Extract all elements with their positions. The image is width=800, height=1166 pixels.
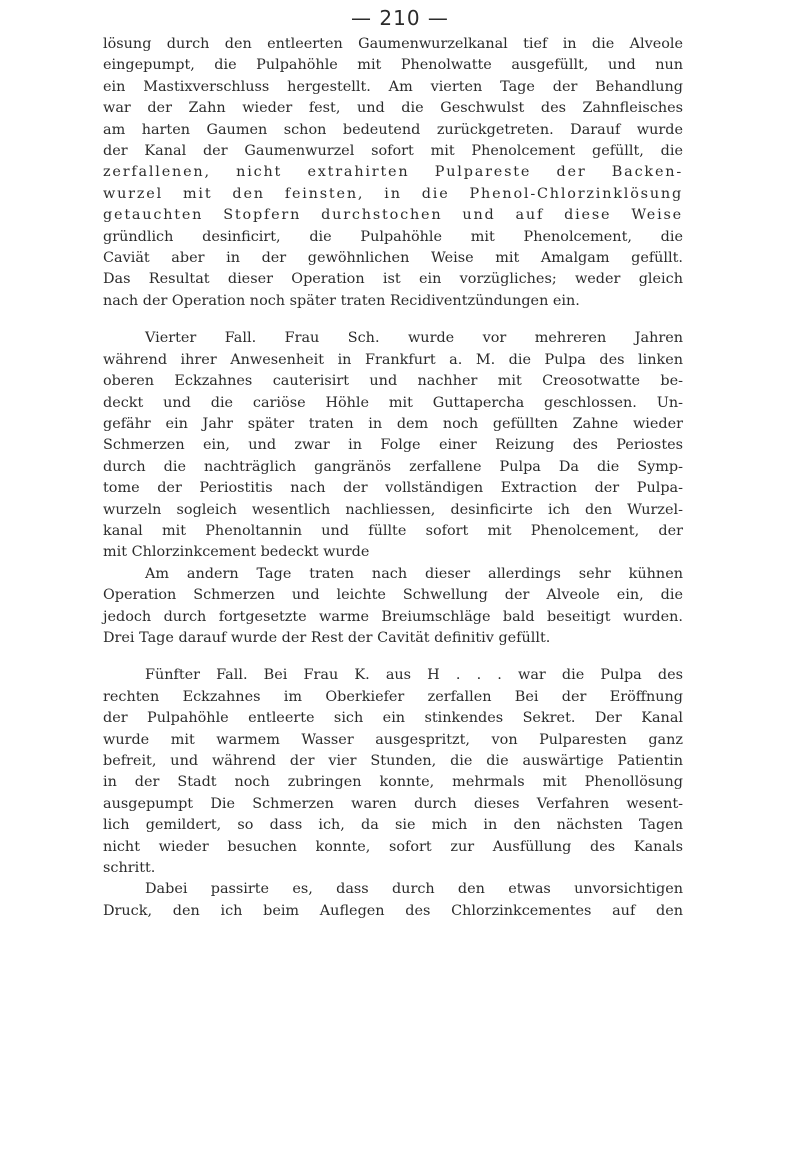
text-line: Vierter Fall. Frau Sch. wurde vor mehreren Jahren <box>145 330 683 347</box>
page-number: — 210 — <box>351 6 449 30</box>
text-line: Drei Tage darauf wurde der Rest der Cavität definitiv gefüllt. <box>103 629 551 646</box>
body-text <box>103 34 683 922</box>
text-line: zerfallenen, nicht extrahirten Pulpareste der Backen- <box>103 164 683 181</box>
text-line: befreit, und während der vier Stunden, die die auswärtige Patientin <box>103 753 683 769</box>
text-line: der Kanal der Gaumenwurzel sofort mit Phenolcement gefüllt, die <box>103 143 683 160</box>
text-line: nach der Operation noch später traten Recidiventzündungen ein. <box>103 292 580 309</box>
text-line: getauchten Stopfern durchstochen und auf diese Weise <box>103 207 683 224</box>
text-line: während ihrer Anwesenheit in Frankfurt a. M. die Pulpa des linken <box>103 351 683 368</box>
text-line: lich gemildert, so dass ich, da sie mich in den nächsten Tagen <box>103 817 683 834</box>
text-line: tome der Periostitis nach der vollständigen Extraction der Pulpa- <box>103 480 683 497</box>
text-line: durch die nachträglich gangränös zerfallene Pulpa Da die Symp- <box>103 458 683 475</box>
paragraph-gap <box>103 649 683 665</box>
text-line: Schmerzen ein, und zwar in Folge einer Reizung des Periostes <box>103 437 683 454</box>
text-line: eingepumpt, die Pulpahöhle mit Phenolwatte ausgefüllt, und nun <box>103 57 683 74</box>
text-line: in der Stadt noch zubringen konnte, mehrmals mit Phenollösung <box>103 774 683 791</box>
text-line: nicht wieder besuchen konnte, sofort zur Ausfüllung des Kanals <box>103 838 683 855</box>
text-line: gründlich desinficirt, die Pulpahöhle mit Phenolcement, die <box>103 228 683 245</box>
text-line: wurzeln sogleich wesentlich nachliessen, desinficirte ich den Wurzel- <box>103 501 683 518</box>
text-line: rechten Eckzahnes im Oberkiefer zerfallen Bei der Eröffnung <box>103 688 683 705</box>
text-line: lösung durch den entleerten Gaumenwurzelkanal tief in die Alveole <box>103 36 683 52</box>
text-line: wurzel mit den feinsten, in die Phenol-Chlorzinklösung <box>103 185 683 202</box>
text-line: kanal mit Phenoltannin und füllte sofort mit Phenolcement, der <box>103 522 683 539</box>
text-line: Am andern Tage traten nach dieser allerdings sehr kühnen <box>145 565 683 582</box>
text-line: war der Zahn wieder fest, und die Geschwulst des Zahnfleisches <box>103 100 683 117</box>
text-line: Fünfter Fall. Bei Frau K. aus H . . . war die Pulpa des <box>145 667 683 684</box>
text-line: Caviät aber in der gewöhnlichen Weise mit Amalgam gefüllt. <box>103 250 683 267</box>
text-line: schritt. <box>103 860 156 877</box>
text-line: Druck, den ich beim Auflegen des Chlorzinkcementes auf den <box>103 902 683 919</box>
text-line: wurde mit warmem Wasser ausgespritzt, von Pulparesten ganz <box>103 731 683 748</box>
text-line: ein Mastixverschluss hergestellt. Am vierten Tage der Behandlung <box>103 78 683 95</box>
text-line: deckt und die cariöse Höhle mit Guttapercha geschlossen. Un- <box>103 394 683 411</box>
text-line: Dabei passirte es, dass durch den etwas unvorsichtigen <box>145 881 683 898</box>
text-line: Das Resultat dieser Operation ist ein vorzügliches; weder gleich <box>103 271 683 288</box>
text-line: jedoch durch fortgesetzte warme Breiumschläge bald beseitigt wurden. <box>103 608 683 625</box>
text-line: mit Chlorzinkcement bedeckt wurde <box>103 544 370 561</box>
text-line: oberen Eckzahnes cauterisirt und nachher mit Creosotwatte be- <box>103 373 683 390</box>
text-line: gefähr ein Jahr später traten in dem noch gefüllten Zahne wieder <box>103 415 683 432</box>
text-line: der Pulpahöhle entleerte sich ein stinkendes Sekret. Der Kanal <box>103 710 683 727</box>
text-line: Operation Schmerzen und leichte Schwellung der Alveole ein, die <box>103 587 683 604</box>
text-line: am harten Gaumen schon bedeutend zurückgetreten. Darauf wurde <box>103 121 683 138</box>
paragraph-gap <box>103 312 683 328</box>
text-line: ausgepumpt Die Schmerzen waren durch dieses Verfahren wesent- <box>103 795 683 812</box>
